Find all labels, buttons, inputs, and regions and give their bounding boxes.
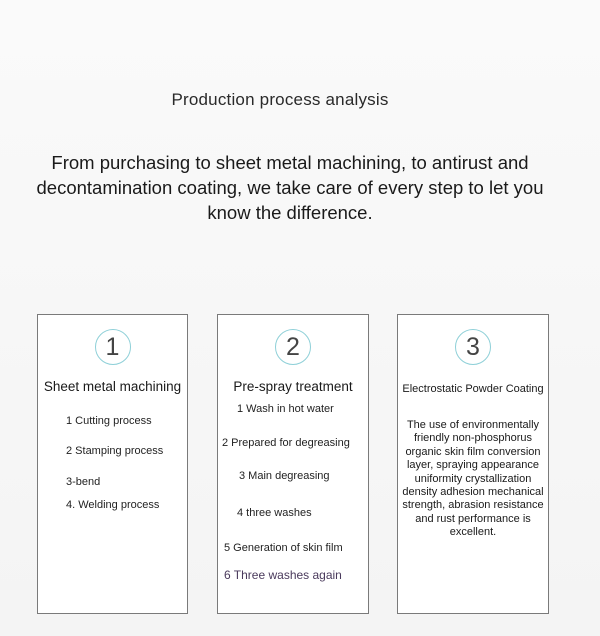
process-step: 1 Wash in hot water — [237, 403, 334, 415]
process-card-powder-coating — [397, 314, 549, 614]
card-title: Pre-spray treatment — [233, 379, 353, 394]
process-card-pre-spray — [217, 314, 369, 614]
step-number-badge: 1 — [95, 329, 131, 365]
card-title: Electrostatic Powder Coating — [402, 383, 544, 395]
section-title: Production process analysis — [171, 90, 389, 109]
process-step: 2 Prepared for degreasing — [222, 437, 350, 449]
card-title: Sheet metal machining — [43, 379, 182, 394]
process-step: 5 Generation of skin film — [224, 542, 343, 554]
intro-text: From purchasing to sheet metal machining, to antirust and decontamination coating, we take care of every step to let you know the difference. — [36, 152, 544, 223]
process-step: 3-bend — [66, 476, 101, 488]
card-description: The use of environmentally friendly non-phosphorus organic skin film conversion layer, spraying appearance uniformity crystallization density adhesion mechanical strength, abrasion resistance and rust performance is excellent. — [402, 419, 544, 539]
step-number-badge: 3 — [455, 329, 491, 365]
process-step: 3 Main degreasing — [239, 470, 330, 482]
process-card-sheet-metal — [37, 314, 188, 614]
process-step: 4 three washes — [237, 507, 312, 519]
process-step: 1 Cutting process — [66, 415, 152, 427]
process-step-last: 6 Three washes again — [224, 568, 342, 582]
process-step: 4. Welding process — [66, 499, 160, 511]
process-step: 2 Stamping process — [66, 445, 164, 457]
step-number-badge: 2 — [275, 329, 311, 365]
